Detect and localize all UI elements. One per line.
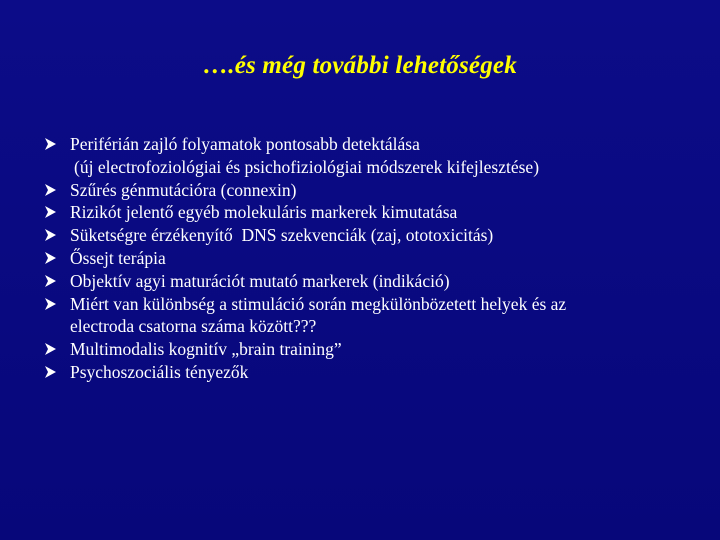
bullet-item	[44, 201, 684, 224]
bullet-list	[44, 133, 684, 384]
bullet-text: Süketségre érzékenyítő DNS szekvenciák (zaj, ototoxicitás)	[70, 225, 494, 246]
bullet-subtext: (új electrofoziológiai és psichofiziológiai módszerek kifejlesztése)	[74, 156, 540, 177]
bullet-text: Periférián zajló folyamatok pontosabb detektálása	[70, 134, 420, 154]
arrowhead-bullet-icon	[44, 137, 57, 151]
arrowhead-bullet-icon	[44, 228, 57, 242]
arrowhead-bullet-icon	[44, 205, 57, 219]
bullet-item	[44, 247, 684, 270]
arrowhead-bullet-icon	[44, 183, 57, 197]
bullet-text: Objektív agyi maturációt mutató markerek (indikáció)	[70, 270, 450, 291]
arrowhead-bullet-icon	[44, 342, 57, 356]
bullet-text: Miért van különbség a stimuláció során megkülönbözetett helyek és az	[70, 293, 567, 314]
bullet-text: Multimodalis kognitív „brain training”	[70, 339, 342, 360]
bullet-text: Rizikót jelentő egyéb molekuláris markerek kimutatása	[70, 202, 458, 223]
bullet-text: Szűrés génmutációra (connexin)	[70, 179, 297, 200]
arrowhead-bullet-icon	[44, 274, 57, 288]
arrowhead-bullet-icon	[44, 251, 57, 265]
bullet-item	[44, 338, 684, 361]
bullet-text: Őssejt terápia	[70, 247, 166, 268]
slide-title: ….és még további lehetőségek	[203, 52, 517, 79]
arrowhead-bullet-icon	[44, 365, 57, 379]
bullet-item	[44, 224, 684, 247]
bullet-item	[44, 361, 684, 384]
bullet-item	[44, 179, 684, 202]
bullet-item	[44, 133, 684, 179]
arrowhead-bullet-icon	[44, 297, 57, 311]
bullet-text: Psychoszociális tényezők	[70, 361, 249, 382]
bullet-item	[44, 270, 684, 293]
bullet-item	[44, 293, 684, 339]
bullet-subtext: electroda csatorna száma között???	[70, 316, 317, 337]
